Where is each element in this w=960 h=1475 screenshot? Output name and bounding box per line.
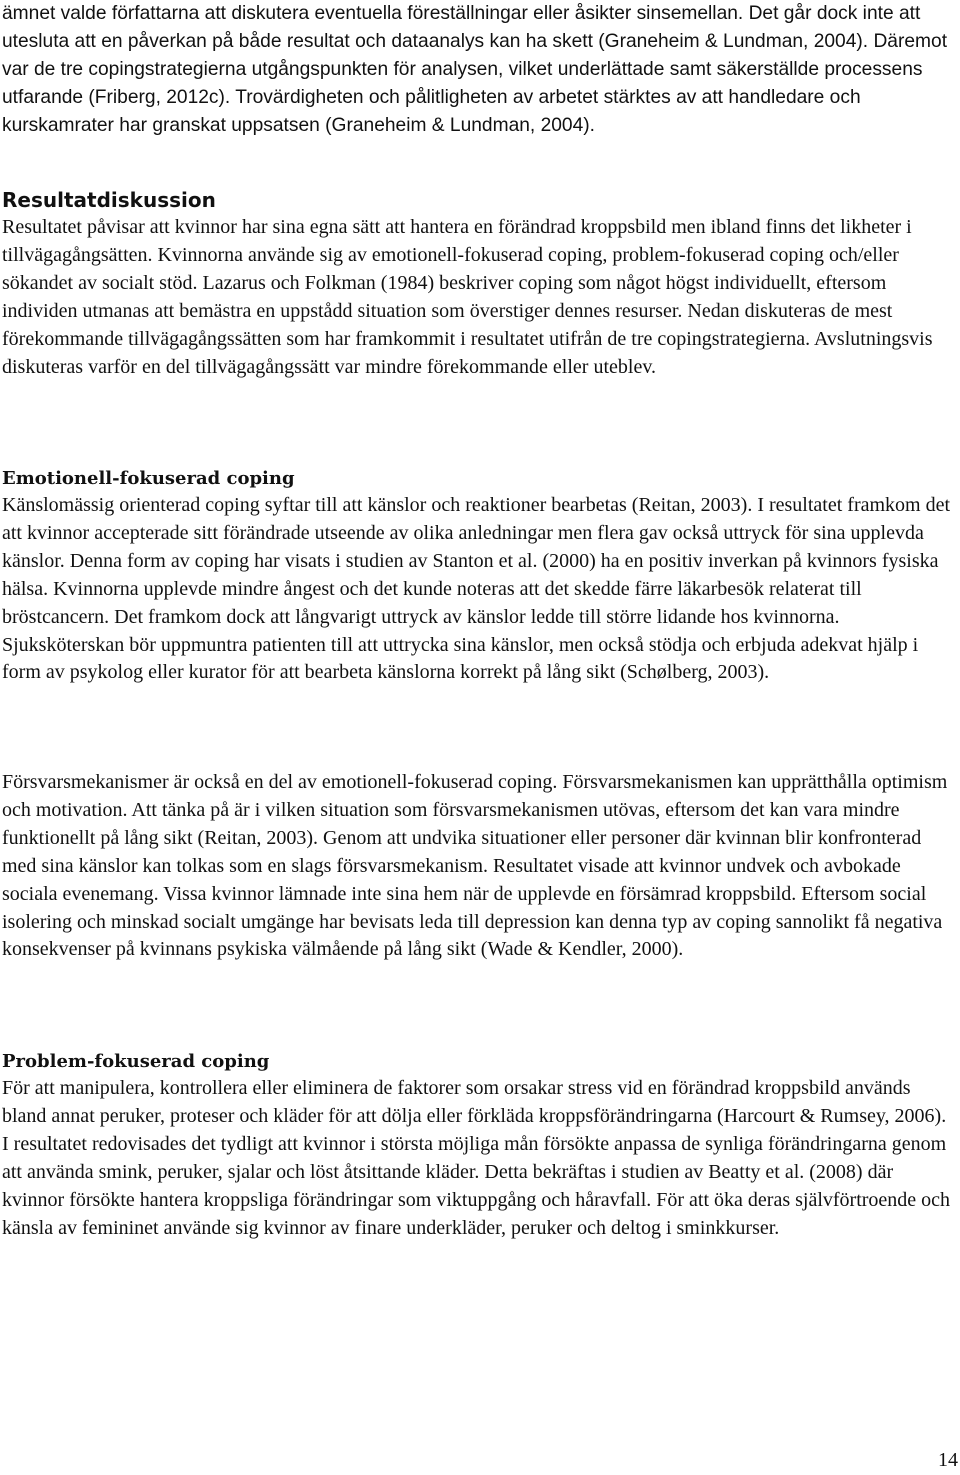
section-paragraph: Resultatet påvisar att kvinnor har sina egna sätt att hantera en förändrad kroppsbild men ibland finns det likheter i tillvägagångsätten. Kvinnorna använde sig av emotionell-fokuserad coping, problem-fokuserad coping och/eller sökandet av socialt stöd. Lazarus och Folkman (1984) beskriver coping som något högst individuellt, eftersom individen utmanas att bemästra en uppstådd situation som överstiger dennes resurser. Nedan diskuteras de mest förekommande tillvägagångssätten som har framkommit i resultatet utifrån de tre copingstrategierna. Avslutningsvis diskuteras varför en del tillvägagångssätt var mindre förekommande eller uteblev. <box>2 216 933 378</box>
subheading-emotional-coping: Emotionell-fokuserad coping <box>2 468 295 489</box>
emotional-paragraph-1: Känslomässig orienterad coping syftar till att känslor och reaktioner bearbetas (Reitan, 2003). I resultatet framkom det att kvinnor accepterade sitt förändrade utseende av olika anledningar men flera gav också uttryck för sina upplevda känslor. Denna form av coping har visats i studien av Stanton et al. (2000) ha en positiv inverkan på kvinnors fysiska hälsa. Kvinnorna upplevde mindre ångest och det kunde noteras att det skedde färre läkarbesök relaterat till bröstcancern. Det framkom dock att långvarigt uttryck av känslor ledde till större lidande hos kvinnorna. Sjuksköterskan bör uppmuntra patienten till att uttrycka sina känslor, men också stödja och erbjuda adekvat hjälp i form av psykolog eller kurator för att bearbeta känslorna korrekt på lång sikt (Schølberg, 2003). <box>2 494 951 684</box>
emotional-paragraph-2: Försvarsmekanismer är också en del av emotionell-fokuserad coping. Försvarsmekanismen kan upprätthålla optimism och motivation. Att tänka på är i vilken situation som försvarsmekanismen utövas, eftersom det kan vara mindre funktionellt på lång sikt (Reitan, 2003). Genom att undvika situationer eller personer där kvinnan blir konfronterad med sina känslor kan tolkas som en slags försvarsmekanism. Resultatet visade att kvinnor undvek och avbokade sociala evenemang. Vissa kvinnor lämnade inte sina hem när de upplevde en försämrad kroppsbild. Eftersom social isolering och minskad socialt umgänge har bevisats leda till depression kan denna typ av coping sannolikt få negativa konsekvenser på kvinnans psykiska välmående på lång sikt (Wade & Kendler, 2000). <box>2 771 948 961</box>
subheading-problem-coping: Problem-fokuserad coping <box>2 1051 270 1072</box>
problem-paragraph: För att manipulera, kontrollera eller eliminera de faktorer som orsakar stress vid en förändrad kroppsbild används bland annat peruker, proteser och kläder för att dölja eller förkläda kroppsförändringarna (Harcourt & Rumsey, 2006). I resultatet redovisades det tydligt att kvinnor i största möjliga mån försökte anpassa de synliga förändringarna genom att använda smink, peruker, sjalar och löst åtsittande kläder. Detta bekräftas i studien av Beatty et al. (2008) där kvinnor försökte hantera kroppsliga förändringar som viktuppgång och håravfall. För att öka deras självförtroende och känsla av femininet använde sig kvinnor av finare underkläder, peruker och deltog i sminkkurser. <box>2 1077 951 1239</box>
intro-paragraph: ämnet valde författarna att diskutera eventuella föreställningar eller åsikter sinsemellan. Det går dock inte att utesluta att en påverkan på både resultat och dataanalys kan ha skett (Graneheim & Lundman, 2004). Däremot var de tre copingstrategierna utgångspunkten för analysen, vilket underlättade samt säkerställde processens utfarande (Friberg, 2012c). Trovärdigheten och pålitligheten av arbetet stärktes av att handledare och kurskamrater har granskat uppsatsen (Graneheim & Lundman, 2004). <box>2 3 948 136</box>
section-heading: Resultatdiskussion <box>2 188 216 212</box>
page-number: 14 <box>938 1449 958 1471</box>
